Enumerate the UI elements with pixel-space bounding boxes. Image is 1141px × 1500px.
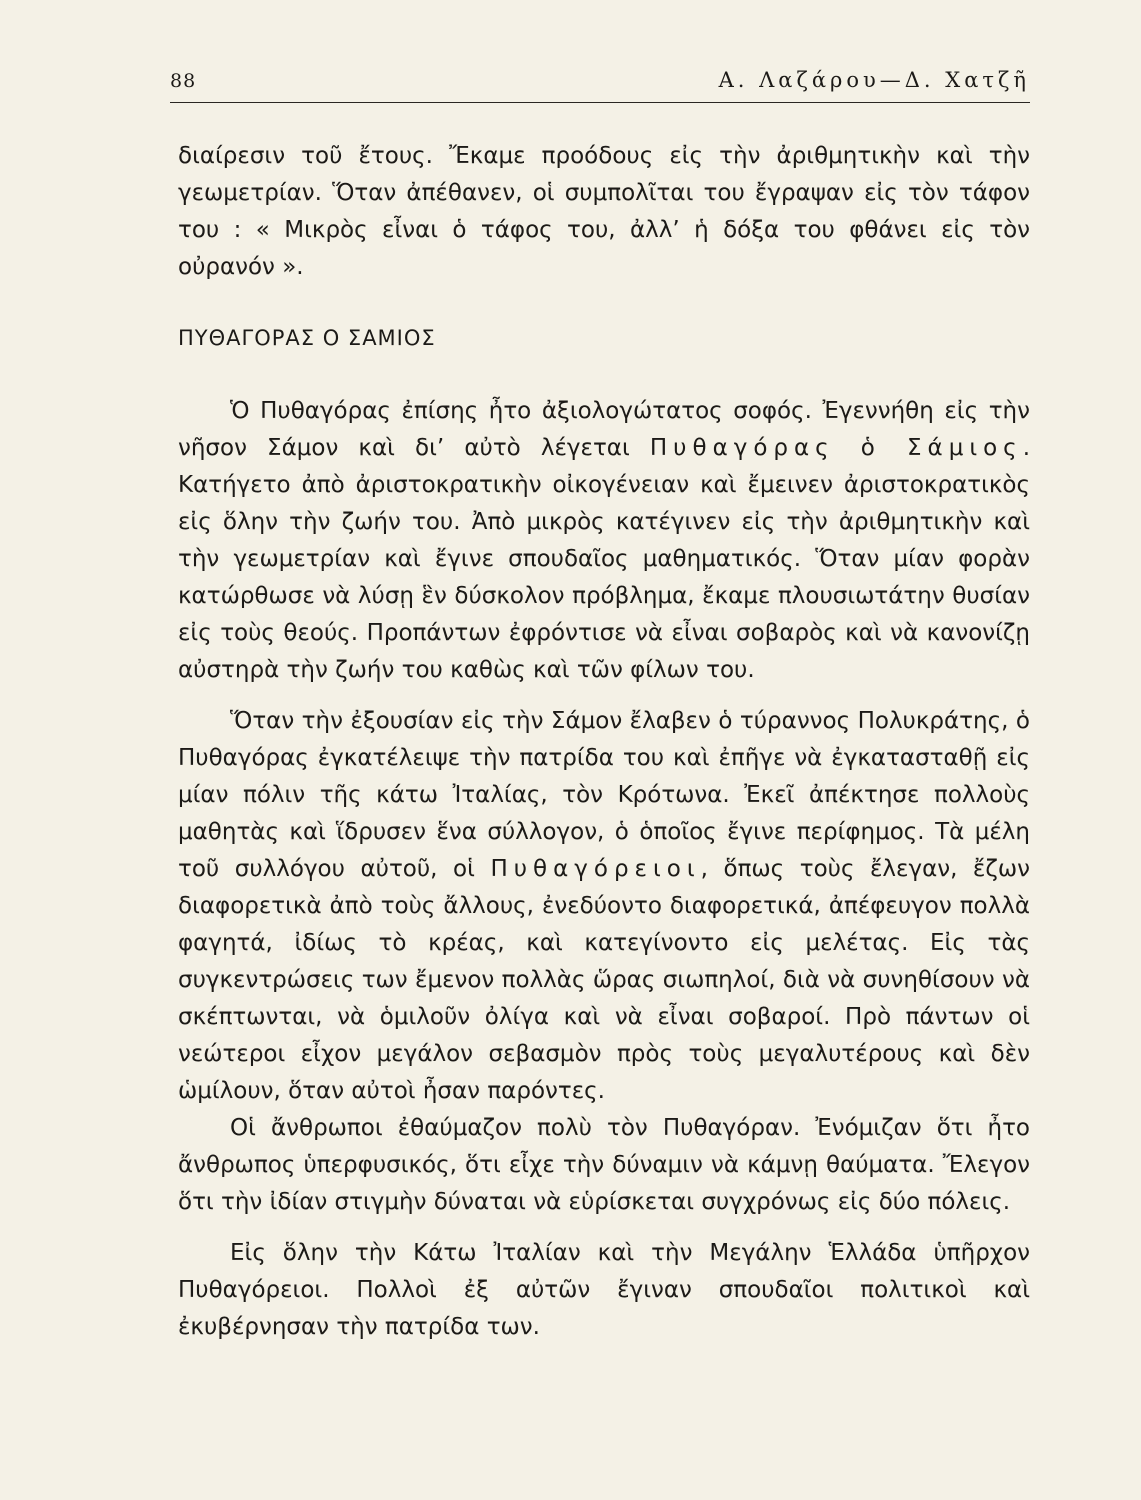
running-head: Α. Λαζάρου—Δ. Χατζῆ bbox=[718, 68, 1030, 92]
spaced-name: Πυθαγόρας ὁ Σάμιος bbox=[649, 435, 1023, 461]
paragraph-continuation: διαίρεσιν τοῦ ἔτους. Ἔκαμε προόδους εἰς τὴν ἀριθμητικὴν καὶ τὴν γεωμετρίαν. Ὅταν ἀπέθανεν, οἱ συμπολῖται του ἔγραψαν εἰς τὸν τάφον του : « Μικρὸς εἶναι ὁ τάφος του, ἀλλ’ ἡ δόξα του φθάνει εἰς τὸν οὐρανόν ». bbox=[178, 143, 1030, 280]
paragraph-admiration: Οἱ ἄνθρωποι ἐθαύμαζον πολὺ τὸν Πυθαγόραν. Ἐνόμιζαν ὅτι ἦτο ἄνθρωπος ὑπερφυσικός, ὅτι εἶχε τὴν δύναμιν νὰ κάμνῃ θαύματα. Ἔλεγον ὅτι τὴν ἰδίαν στιγμὴν δύναται νὰ εὑρίσκεται συγχρόνως εἰς δύο πόλεις. bbox=[178, 1115, 1030, 1215]
paragraph-text: , ὅπως τοὺς ἔλεγαν, ἔζων διαφορετικὰ ἀπὸ τοὺς ἄλλους, ἐνεδύοντο διαφορετικά, ἀπέφευγον πολλὰ φαγητά, ἰδίως τὸ κρέας, καὶ κατεγίνοντο εἰς μελέτας. Εἰς τὰς συγκεντρώσεις των ἔμενον πολλὰς ὥρας σιωπηλοί, διὰ νὰ συνηθίσουν νὰ σκέπτωνται, νὰ ὁμιλοῦν ὀλίγα καὶ νὰ εἶναι σοβαροί. Πρὸ πάντων οἱ νεώτεροι εἶχον μεγάλον σεβασμὸν πρὸς τοὺς μεγαλυτέρους καὶ δὲν ὡμίλουν, ὅταν αὐτοὶ ἦσαν παρόντες. bbox=[178, 856, 1030, 1104]
page-number: 88 bbox=[170, 70, 197, 92]
spaced-name: Πυθαγόρειοι bbox=[490, 856, 701, 882]
paragraph-pythagoras-intro bbox=[178, 393, 1030, 689]
paragraph-text: Ὁ Πυθαγόρας ἐπίσης ἦτο ἀξιολογώτατος σοφός. Ἐγεννήθη εἰς τὴν νῆσον Σάμον καὶ δι’ αὐτὸ λέγεται bbox=[178, 398, 1030, 461]
body-text bbox=[178, 138, 1030, 1346]
paragraph-pythagoreans: Εἰς ὅλην τὴν Κάτω Ἰταλίαν καὶ τὴν Μεγάλην Ἑλλάδα ὑπῆρχον Πυθαγόρειοι. Πολλοὶ ἐξ αὐτῶν ἔγιναν σπουδαῖοι πολιτικοὶ καὶ ἐκυβέρνησαν τὴν πατρίδα των. bbox=[178, 1240, 1030, 1340]
paragraph-text: Ὅταν τὴν ἐξουσίαν εἰς τὴν Σάμον ἔλαβεν ὁ τύραννος Πολυκράτης, ὁ Πυθαγόρας ἐγκατέλειψε τὴν πατρίδα του καὶ ἐπῆγε νὰ ἐγκατασταθῇ εἰς μίαν πόλιν τῆς κάτω Ἰταλίας, τὸν Κρότωνα. Ἐκεῖ ἀπέκτησε πολλοὺς μαθητὰς καὶ ἵδρυσεν ἕνα σύλλογον, ὁ ὁποῖος ἔγινε περίφημος. Τὰ μέλη τοῦ συλλόγου αὐτοῦ, οἱ bbox=[178, 708, 1030, 882]
page-header bbox=[170, 66, 1030, 103]
paragraph-polycrates bbox=[178, 703, 1030, 1110]
paragraph-text: . Κατήγετο ἀπὸ ἀριστοκρατικὴν οἰκογένειαν καὶ ἔμεινεν ἀριστοκρατικὸς εἰς ὅλην τὴν ζωήν του. Ἀπὸ μικρὸς κατέγινεν εἰς τὴν ἀριθμητικὴν καὶ τὴν γεωμετρίαν καὶ ἔγινε σπουδαῖος μαθηματικός. Ὅταν μίαν φορὰν κατώρθωσε νὰ λύσῃ ἓν δύσκολον πρόβλημα, ἔκαμε πλουσιωτάτην θυσίαν εἰς τοὺς θεούς. Προπάντων ἐφρόντισε νὰ εἶναι σοβαρὸς καὶ νὰ κανονίζῃ αὐστηρὰ τὴν ζωήν του καθὼς καὶ τῶν φίλων του. bbox=[178, 435, 1030, 683]
section-title: ΠΥΘΑΓΟΡΑΣ Ο ΣΑΜΙΟΣ bbox=[178, 326, 436, 350]
